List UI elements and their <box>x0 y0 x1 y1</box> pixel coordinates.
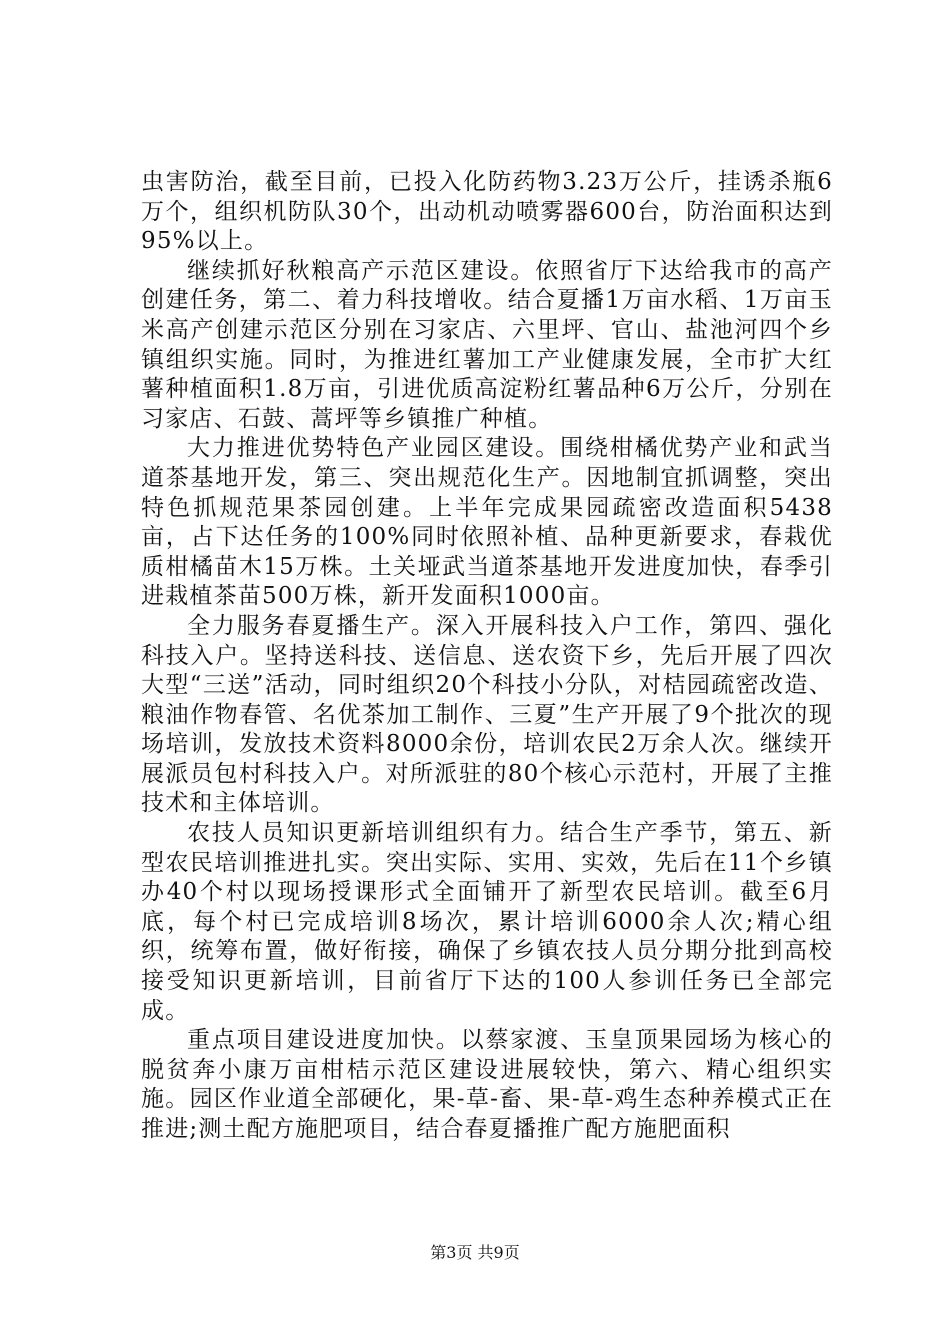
document-body <box>141 168 833 1145</box>
paragraph-continuation: 虫害防治，截至目前，已投入化防药物3.23万公斤，挂诱杀瓶6万个，组织机防队30个，出动机动喷雾器600台，防治面积达到95%以上。 <box>141 169 833 255</box>
paragraph-farmer-training: 农技人员知识更新培训组织有力。结合生产季节，第五、新型农民培训推进扎实。突出实际、实用、实效，先后在11个乡镇办40个村以现场授课形式全面铺开了新型农民培训。截至6月底，每个村已完成培训8场次，累计培训6000余人次;精心组织，统筹布置，做好衔接，确保了乡镇农技人员分期分批到高校接受知识更新培训，目前省厅下达的100人参训任务已全部完成。 <box>141 820 833 1024</box>
page-total: 共9页 <box>477 1243 520 1262</box>
paragraph-autumn-grain: 继续抓好秋粮高产示范区建设。依照省厅下达给我市的高产创建任务，第二、着力科技增收。结合夏播1万亩水稻、1万亩玉米高产创建示范区分别在习家店、六里坪、官山、盐池河四个乡镇组织实施。同时，为推进红薯加工产业健康发展，全市扩大红薯种植面积1.8万亩，引进优质高淀粉红薯品种6万公斤，分别在习家店、石鼓、蒿坪等乡镇推广种植。 <box>141 257 833 432</box>
page-number: 第3页 <box>430 1243 473 1262</box>
paragraph-key-projects: 重点项目建设进度加快。以蔡家渡、玉皇顶果园场为核心的脱贫奔小康万亩柑桔示范区建设进展较快，第六、精心组织实施。园区作业道全部硬化，果-草-畜、果-草-鸡生态种养模式正在推进;测土配方施肥项目，结合春夏播推广配方施肥面积 <box>141 1027 833 1142</box>
paragraph-industrial-park: 大力推进优势特色产业园区建设。围绕柑橘优势产业和武当道茶基地开发，第三、突出规范化生产。因地制宜抓调整，突出特色抓规范果茶园创建。上半年完成果园疏密改造面积5438亩，占下达任务的100%同时依照补植、品种更新要求，春栽优质柑橘苗木15万株。土关垭武当道茶基地开发进度加快，春季引进栽植茶苗500万株，新开发面积1000亩。 <box>141 435 833 610</box>
page-footer <box>0 1240 950 1263</box>
paragraph-spring-summer-sowing: 全力服务春夏播生产。深入开展科技入户工作，第四、强化科技入户。坚持送科技、送信息、送农资下乡，先后开展了四次大型“三送”活动，同时组织20个科技小分队，对桔园疏密改造、粮油作物春管、名优茶加工制作、三夏”生产开展了9个批次的现场培训，发放技术资料8000余份，培训农民2万余人次。继续开展派员包村科技入户。对所派驻的80个核心示范村，开展了主推技术和主体培训。 <box>141 612 833 817</box>
